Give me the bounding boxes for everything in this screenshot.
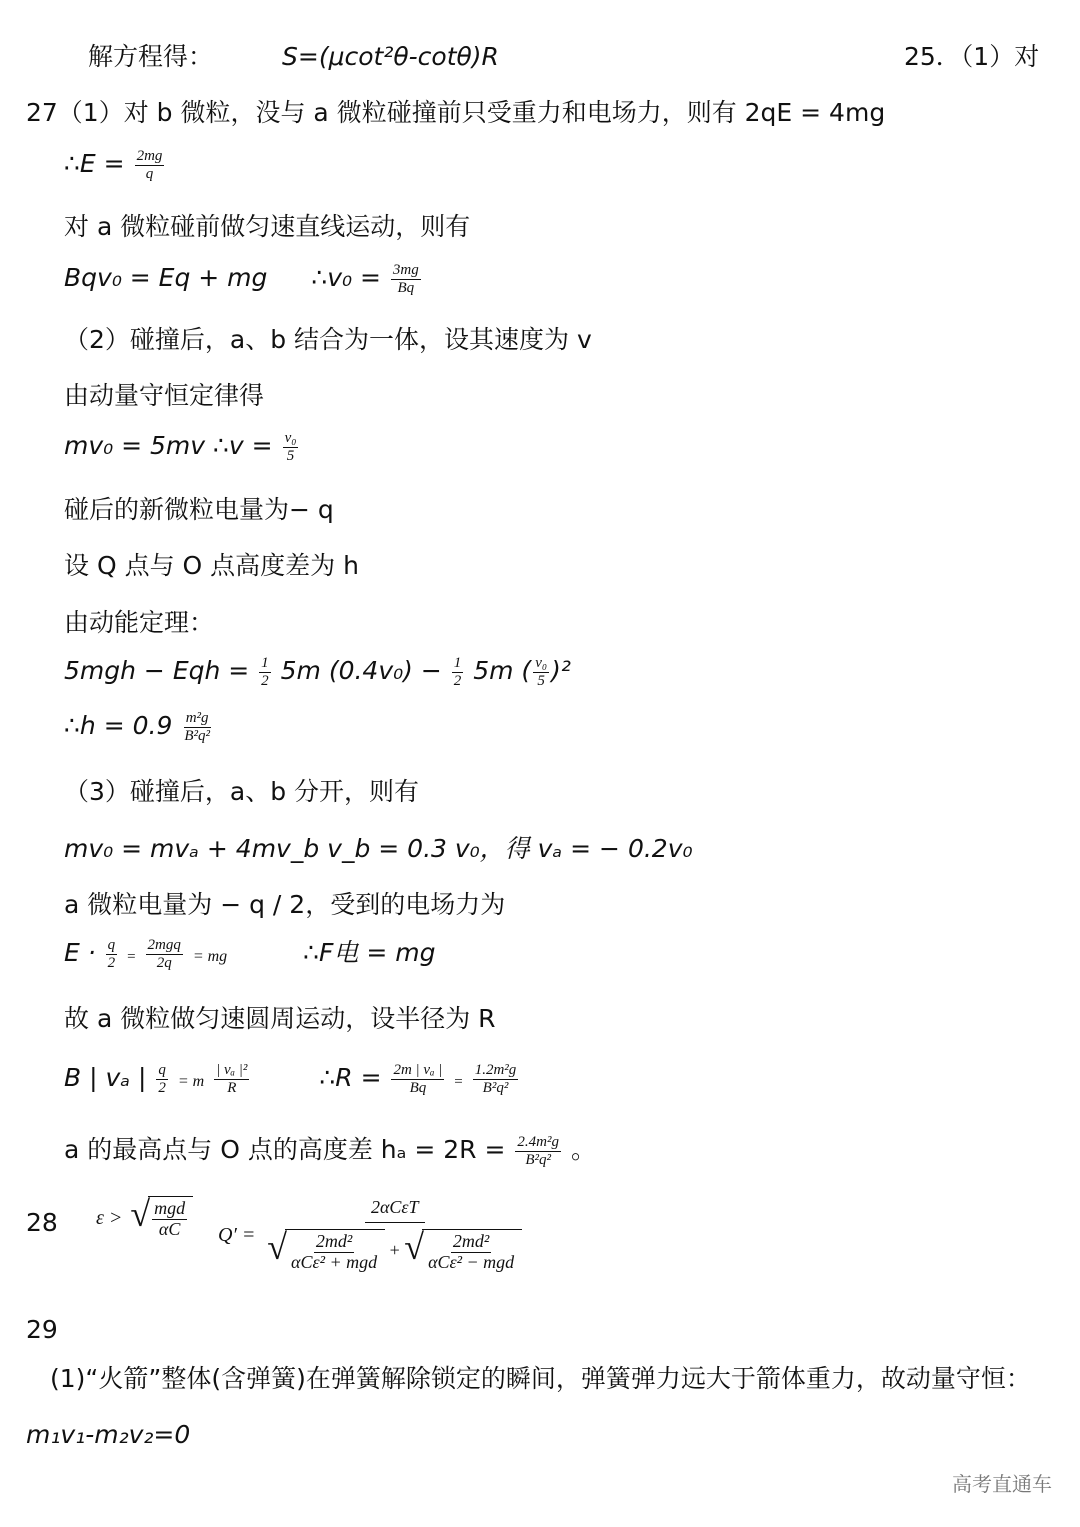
q27-line10: 由动能定理： — [64, 608, 215, 637]
q27-height-formula: a 的最高点与 O 点的高度差 hₐ = 2R = $\frac{\text{2.4m²g}}{\text{B²q²}}$ 。 — [64, 1134, 596, 1168]
solve-equation: S=(μcot²θ-cotθ)R — [282, 42, 499, 71]
q27-line13: （3）碰撞后，a、b 分开，则有 — [64, 777, 420, 806]
q29-label: 29 — [26, 1315, 58, 1344]
q27-E-formula: ∴E = $\frac{2mg}{q}$ — [64, 148, 163, 182]
q27-line15: a 微粒电量为 − q / 2，受到的电场力为 — [64, 890, 506, 919]
q27-line17: 故 a 微粒做匀速圆周运动，设半径为 R — [64, 1004, 496, 1033]
q28-label: 28 — [26, 1208, 58, 1237]
q29-line1: (1)“火箭”整体(含弹簧)在弹簧解除锁定的瞬间，弹簧弹力远大于箭体重力，故动量守恒： — [50, 1364, 1031, 1393]
q28-condition: ε > √ $\frac{\text{mgd}}{\alpha C}$ — [96, 1196, 193, 1240]
q29-line2: m₁v₁-m₂v₂=0 — [26, 1420, 191, 1449]
q27-line14: mv₀ = mvₐ + 4mv_b v_b = 0.3 v₀，得 vₐ = − 0.2v₀ — [64, 834, 693, 863]
q27-v0-formula: Bqv₀ = Eq + mg ∴v₀ = $\frac{3mg}{Bq}$ — [64, 262, 419, 296]
q27-line1: 27（1）对 b 微粒，没与 a 微粒碰撞前只受重力和电场力，则有 2qE = 4mg — [26, 98, 886, 127]
q27-line8: 碰后的新微粒电量为− q — [64, 495, 334, 524]
solve-label: 解方程得： — [88, 42, 214, 71]
q28-charge-formula: Q′ = 2αCεT √ $\frac{\text{2md²}}{\text{αCε² + mgd}}$ + √ $\frac{\text{2md²}}{\text{αCε² − mgd}}$ — [218, 1198, 526, 1272]
q27-force-formula: E · $\frac{q}{2}$ = $\frac{\text{2mgq}}{2q}$ = mg ∴F电 = mg — [64, 937, 436, 971]
q25-start: 25．（1）对 — [904, 42, 1040, 71]
watermark: 高考直通车 — [952, 1472, 1052, 1496]
q27-momentum-formula: mv₀ = 5mv ∴v = $\frac{\text{v₀}}{5}$ — [64, 430, 297, 464]
q27-h-formula: ∴h = 0.9 $\frac{\text{m²g}}{\text{B²q²}}$ — [64, 710, 210, 744]
q27-line5: （2）碰撞后，a、b 结合为一体，设其速度为 v — [64, 325, 592, 354]
q27-line9: 设 Q 点与 O 点高度差为 h — [64, 551, 359, 580]
q27-line3: 对 a 微粒碰前做匀速直线运动，则有 — [64, 212, 471, 241]
q27-line6: 由动量守恒定律得 — [64, 381, 265, 410]
q27-energy-formula: 5mgh − Eqh = $\frac{1}{2}$ 5m (0.4v₀) − $\frac{1}{2}$ 5m ( $\frac{\text{v₀}}{5}$ )² — [64, 655, 571, 689]
q27-radius-formula: B | vₐ | $\frac{q}{2}$ = m $\frac{\text{| vₐ |²}}{R}$ ∴R = $\frac{\text{2m | vₐ |}}{Bq}$ = $\frac{\text{1.2m²g}}{\text{B²q²}}$ — [64, 1062, 517, 1096]
